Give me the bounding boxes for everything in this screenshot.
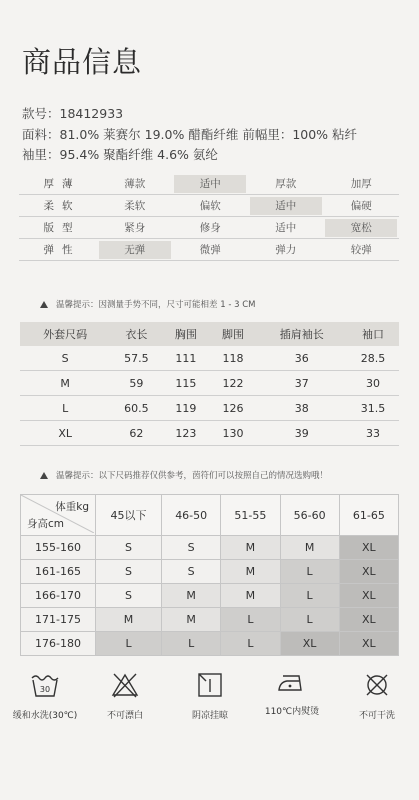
table-row: [21, 608, 399, 632]
attribute-option: [97, 173, 173, 195]
table-cell: 37: [257, 371, 347, 396]
wash-30-icon: [30, 672, 60, 698]
fabric-composition: 面料：81.0% 莱赛尔 19.0% 醋酯纤维 前幅里：100% 粘纤: [22, 127, 358, 142]
table-cell: M: [20, 371, 110, 396]
recommended-size: L: [96, 632, 162, 656]
height-row-label: 171-175: [21, 608, 96, 632]
recommended-size: S: [96, 536, 162, 560]
measurement-note: [40, 298, 255, 310]
weight-column-header: 45以下: [96, 495, 162, 536]
recommended-size: L: [280, 560, 339, 584]
attribute-option: [324, 217, 400, 239]
attribute-option: [173, 239, 249, 261]
table-cell: S: [20, 346, 110, 371]
size-column-header: 脚围: [209, 322, 256, 346]
recommend-note: [40, 469, 328, 481]
height-label: 身高cm: [27, 518, 65, 530]
table-row: [20, 396, 399, 421]
attribute-label: 弹性: [19, 239, 97, 261]
table-cell: 115: [162, 371, 209, 396]
attribute-label: 柔软: [19, 195, 97, 217]
attribute-label: 厚薄: [19, 173, 97, 195]
no-bleach-icon: [111, 672, 139, 698]
height-row-label: 166-170: [21, 584, 96, 608]
height-row-label: 176-180: [21, 632, 96, 656]
table-cell: 57.5: [110, 346, 162, 371]
attribute-option: [97, 217, 173, 239]
attribute-option-text: 弹力: [275, 244, 297, 256]
care-wash: [5, 672, 85, 721]
table-cell: 118: [209, 346, 256, 371]
lining-composition: 袖里：95.4% 聚酯纤维 4.6% 氨纶: [22, 147, 218, 162]
table-cell: XL: [20, 421, 110, 446]
table-cell: 126: [209, 396, 256, 421]
size-table: [20, 322, 399, 446]
recommended-size: XL: [339, 536, 398, 560]
table-row: [21, 584, 399, 608]
attribute-option: [97, 195, 173, 217]
attribute-option-text: 紧身: [124, 222, 146, 234]
attribute-option-text: 修身: [199, 222, 221, 234]
measurement-note-text: 温馨提示：因测量手势不同，尺寸可能相差 1 - 3 CM: [56, 300, 256, 310]
no-dry-clean-icon: [364, 672, 390, 698]
size-column-header: 衣长: [110, 322, 162, 346]
care-iron: [252, 672, 332, 717]
table-row: [20, 371, 399, 396]
size-recommend-table: [20, 494, 399, 656]
table-cell: 36: [257, 346, 347, 371]
recommended-size: L: [280, 584, 339, 608]
weight-column-header: 56-60: [280, 495, 339, 536]
attribute-option: [248, 217, 324, 239]
recommended-size: M: [96, 608, 162, 632]
table-cell: 33: [347, 421, 399, 446]
attribute-row: [19, 195, 399, 217]
recommended-size: M: [221, 560, 280, 584]
warning-icon: [40, 472, 48, 479]
attribute-option: [248, 239, 324, 261]
table-cell: 123: [162, 421, 209, 446]
recommended-size: M: [162, 584, 221, 608]
attribute-option-text: 偏软: [199, 200, 221, 212]
size-column-header: 袖口: [347, 322, 399, 346]
table-cell: 130: [209, 421, 256, 446]
weight-label: 体重kg: [55, 501, 89, 513]
page-title: 商品信息: [22, 45, 143, 79]
iron-110-icon: [277, 672, 307, 694]
table-cell: 59: [110, 371, 162, 396]
recommended-size: S: [96, 560, 162, 584]
attribute-table: [19, 173, 399, 261]
weight-column-header: 51-55: [221, 495, 280, 536]
table-corner: [21, 495, 96, 536]
table-cell: L: [20, 396, 110, 421]
table-cell: 122: [209, 371, 256, 396]
attribute-option: [248, 195, 324, 217]
recommended-size: XL: [280, 632, 339, 656]
care-dry: [170, 672, 250, 721]
care-label: 110℃内熨烫: [264, 707, 320, 717]
attribute-option-text: 无弹: [99, 241, 171, 259]
attribute-option-text: 适中: [250, 197, 322, 215]
recommended-size: S: [162, 536, 221, 560]
recommended-size: XL: [339, 584, 398, 608]
table-row: [21, 536, 399, 560]
attribute-option-text: 厚款: [275, 178, 297, 190]
weight-column-header: 61-65: [339, 495, 398, 536]
attribute-option: [173, 173, 249, 195]
size-column-header: 外套尺码: [20, 322, 110, 346]
recommended-size: XL: [339, 632, 398, 656]
recommended-size: M: [221, 584, 280, 608]
attribute-option: [173, 195, 249, 217]
table-cell: 30: [347, 371, 399, 396]
recommended-size: L: [280, 608, 339, 632]
care-label: 阴凉挂晾: [191, 711, 228, 721]
attribute-option: [248, 173, 324, 195]
table-row: [20, 421, 399, 446]
attribute-row: [19, 239, 399, 261]
recommended-size: S: [96, 584, 162, 608]
table-cell: 38: [257, 396, 347, 421]
attribute-option: [173, 217, 249, 239]
recommended-size: L: [221, 632, 280, 656]
table-cell: 60.5: [110, 396, 162, 421]
care-label: 不可漂白: [106, 711, 143, 721]
warning-icon: [40, 301, 48, 308]
attribute-option-text: 薄款: [124, 178, 146, 190]
size-column-header: 胸围: [162, 322, 209, 346]
attribute-option-text: 宽松: [325, 219, 397, 237]
attribute-option: [97, 239, 173, 261]
wash-temperature: 30: [39, 685, 51, 694]
recommended-size: M: [280, 536, 339, 560]
attribute-option-text: 适中: [275, 222, 297, 234]
height-row-label: 161-165: [21, 560, 96, 584]
table-cell: 62: [110, 421, 162, 446]
recommended-size: L: [162, 632, 221, 656]
attribute-option: [324, 195, 400, 217]
size-column-header: 插肩袖长: [257, 322, 347, 346]
attribute-label: 版型: [19, 217, 97, 239]
attribute-row: [19, 217, 399, 239]
table-cell: 31.5: [347, 396, 399, 421]
attribute-option-text: 偏硬: [350, 200, 372, 212]
recommended-size: L: [221, 608, 280, 632]
attribute-option-text: 加厚: [350, 178, 372, 190]
height-row-label: 155-160: [21, 536, 96, 560]
style-number: 款号：18412933: [22, 106, 124, 121]
attribute-option-text: 微弹: [199, 244, 221, 256]
weight-column-header: 46-50: [162, 495, 221, 536]
shade-dry-icon: [197, 672, 223, 698]
attribute-option: [324, 173, 400, 195]
table-row: [21, 632, 399, 656]
table-cell: 119: [162, 396, 209, 421]
table-cell: 111: [162, 346, 209, 371]
attribute-option-text: 较弹: [350, 244, 372, 256]
care-dryclean: [337, 672, 417, 721]
recommended-size: M: [221, 536, 280, 560]
recommended-size: M: [162, 608, 221, 632]
recommended-size: XL: [339, 560, 398, 584]
table-cell: 39: [257, 421, 347, 446]
recommended-size: S: [162, 560, 221, 584]
care-label: 缓和水洗(30℃): [12, 711, 78, 721]
table-cell: 28.5: [347, 346, 399, 371]
recommend-note-text: 温馨提示：以下尺码推荐仅供参考，茵符们可以按照自己的情况选购哦！: [56, 471, 329, 481]
recommended-size: XL: [339, 608, 398, 632]
attribute-option-text: 柔软: [124, 200, 146, 212]
care-label: 不可干洗: [358, 711, 395, 721]
table-row: [20, 346, 399, 371]
table-row: [21, 560, 399, 584]
attribute-row: [19, 173, 399, 195]
attribute-option: [324, 239, 400, 261]
attribute-option-text: 适中: [174, 175, 246, 193]
care-bleach: [85, 672, 165, 721]
